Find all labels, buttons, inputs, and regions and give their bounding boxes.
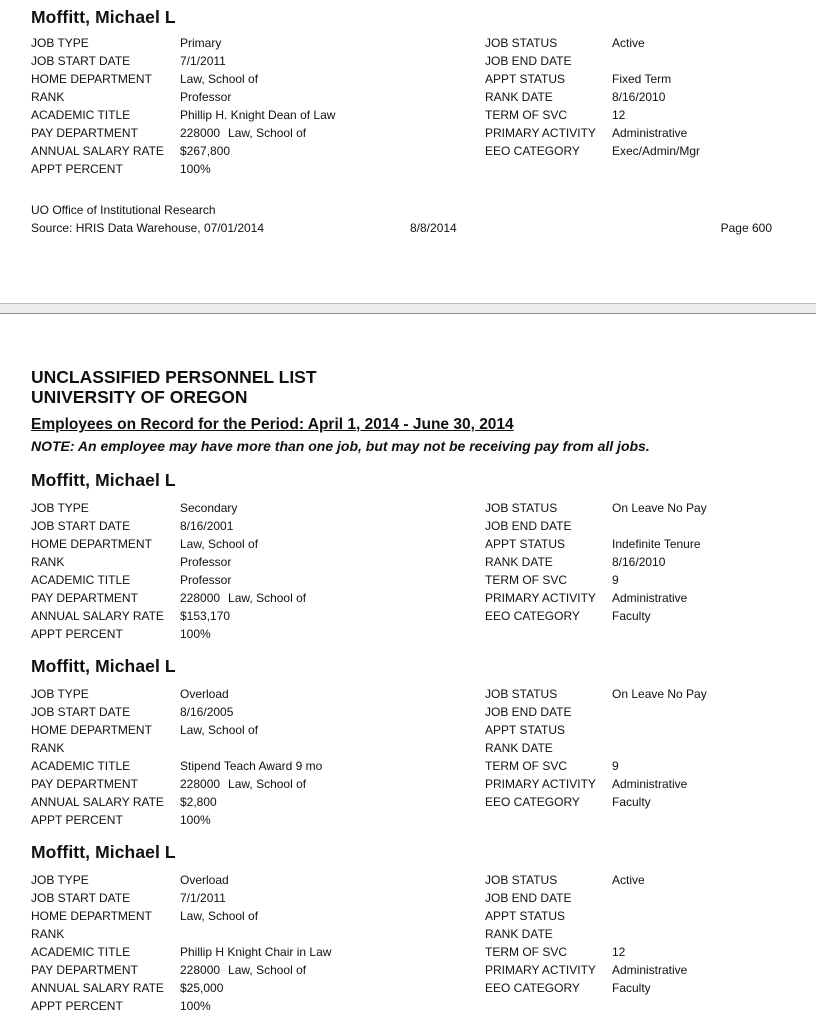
appt-status-label: APPT STATUS [485, 723, 566, 737]
academic-title-label: ACADEMIC TITLE [31, 759, 131, 773]
rank-label: RANK [31, 927, 65, 941]
record-row [0, 625, 816, 643]
eeo-category-label: EEO CATEGORY [485, 609, 580, 623]
employee-name: Moffitt, Michael L [31, 656, 176, 676]
appt-status-label: APPT STATUS [485, 909, 566, 923]
home-department-label: HOME DEPARTMENT [31, 72, 152, 86]
record-row [0, 961, 816, 979]
record-row [0, 535, 816, 553]
rank-date-label: RANK DATE [485, 90, 553, 104]
term-of-svc-label: TERM OF SVC [485, 945, 568, 959]
job-start-date-value: 7/1/2011 [180, 891, 226, 905]
record-row [0, 553, 816, 571]
employee-name: Moffitt, Michael L [31, 7, 176, 27]
report-period: Employees on Record for the Period: April 1, 2014 - June 30, 2014 [31, 416, 514, 433]
eeo-category-label: EEO CATEGORY [485, 144, 580, 158]
primary-activity-value: Administrative [612, 777, 688, 791]
job-status-label: JOB STATUS [485, 36, 558, 50]
primary-activity-value: Administrative [612, 963, 688, 977]
annual-salary-rate-value: $2,800 [180, 795, 217, 809]
record-row [0, 871, 816, 889]
annual-salary-rate-label: ANNUAL SALARY RATE [31, 981, 164, 995]
job-type-value: Primary [180, 36, 222, 50]
pay-department-value [180, 775, 306, 793]
appt-percent-value: 100% [180, 162, 211, 176]
job-status-label: JOB STATUS [485, 501, 558, 515]
pay-department-label: PAY DEPARTMENT [31, 777, 138, 791]
record-row [0, 811, 816, 829]
pay-department-name: Law, School of [228, 126, 307, 140]
job-start-date-label: JOB START DATE [31, 705, 131, 719]
eeo-category-value: Faculty [612, 609, 651, 623]
annual-salary-rate-value: $267,800 [180, 144, 231, 158]
job-end-date-label: JOB END DATE [485, 519, 572, 533]
page-separator [0, 303, 816, 314]
record-row [0, 889, 816, 907]
job-type-label: JOB TYPE [31, 873, 89, 887]
rank-value: Professor [180, 90, 232, 104]
rank-date-label: RANK DATE [485, 555, 553, 569]
job-end-date-label: JOB END DATE [485, 891, 572, 905]
record-row [0, 142, 816, 160]
record-row [0, 997, 816, 1015]
appt-percent-value: 100% [180, 999, 211, 1013]
record-row [0, 793, 816, 811]
academic-title-value: Phillip H. Knight Dean of Law [180, 108, 336, 122]
report-title: UNCLASSIFIED PERSONNEL LIST [31, 367, 317, 387]
rank-date-value: 8/16/2010 [612, 90, 666, 104]
employee-name: Moffitt, Michael L [31, 470, 176, 490]
pay-department-name: Law, School of [228, 591, 307, 605]
job-type-label: JOB TYPE [31, 36, 89, 50]
primary-activity-label: PRIMARY ACTIVITY [485, 126, 596, 140]
appt-status-label: APPT STATUS [485, 537, 566, 551]
primary-activity-value: Administrative [612, 591, 688, 605]
record-row [0, 685, 816, 703]
footer-date: 8/8/2014 [410, 221, 457, 235]
job-type-label: JOB TYPE [31, 687, 89, 701]
appt-percent-label: APPT PERCENT [31, 999, 123, 1013]
pay-department-value [180, 589, 306, 607]
job-start-date-value: 8/16/2005 [180, 705, 234, 719]
document-page-bottom [0, 314, 816, 1024]
job-status-value: Active [612, 873, 645, 887]
record-row [0, 88, 816, 106]
record-row [0, 34, 816, 52]
job-type-value: Overload [180, 687, 229, 701]
pay-department-code: 228000 [180, 963, 221, 977]
record-row [0, 124, 816, 142]
annual-salary-rate-value: $25,000 [180, 981, 224, 995]
rank-label: RANK [31, 90, 65, 104]
record-row [0, 757, 816, 775]
job-status-value: Active [612, 36, 645, 50]
pay-department-name: Law, School of [228, 777, 307, 791]
annual-salary-rate-label: ANNUAL SALARY RATE [31, 144, 164, 158]
term-of-svc-value: 12 [612, 945, 626, 959]
footer-source: Source: HRIS Data Warehouse, 07/01/2014 [31, 221, 265, 235]
job-status-label: JOB STATUS [485, 873, 558, 887]
job-status-value: On Leave No Pay [612, 687, 707, 701]
record-row [0, 607, 816, 625]
record-row [0, 517, 816, 535]
appt-percent-value: 100% [180, 813, 211, 827]
record-row [0, 943, 816, 961]
rank-label: RANK [31, 555, 65, 569]
rank-label: RANK [31, 741, 65, 755]
job-status-label: JOB STATUS [485, 687, 558, 701]
job-type-value: Overload [180, 873, 229, 887]
job-end-date-label: JOB END DATE [485, 705, 572, 719]
record-row [0, 499, 816, 517]
primary-activity-value: Administrative [612, 126, 688, 140]
pay-department-code: 228000 [180, 591, 221, 605]
annual-salary-rate-label: ANNUAL SALARY RATE [31, 609, 164, 623]
academic-title-label: ACADEMIC TITLE [31, 945, 131, 959]
job-status-value: On Leave No Pay [612, 501, 707, 515]
job-end-date-label: JOB END DATE [485, 54, 572, 68]
job-start-date-label: JOB START DATE [31, 54, 131, 68]
footer-office: UO Office of Institutional Research [31, 203, 216, 217]
eeo-category-label: EEO CATEGORY [485, 795, 580, 809]
record-row [0, 739, 816, 757]
rank-date-label: RANK DATE [485, 927, 553, 941]
pay-department-code: 228000 [180, 777, 221, 791]
eeo-category-value: Exec/Admin/Mgr [612, 144, 701, 158]
record-row [0, 160, 816, 178]
home-department-label: HOME DEPARTMENT [31, 537, 152, 551]
appt-percent-label: APPT PERCENT [31, 162, 123, 176]
appt-percent-label: APPT PERCENT [31, 813, 123, 827]
annual-salary-rate-value: $153,170 [180, 609, 231, 623]
academic-title-value: Professor [180, 573, 232, 587]
annual-salary-rate-label: ANNUAL SALARY RATE [31, 795, 164, 809]
appt-status-value: Fixed Term [612, 72, 672, 86]
eeo-category-value: Faculty [612, 795, 651, 809]
record-row [0, 589, 816, 607]
pay-department-value [180, 124, 306, 142]
pay-department-code: 228000 [180, 126, 221, 140]
pay-department-label: PAY DEPARTMENT [31, 591, 138, 605]
rank-date-label: RANK DATE [485, 741, 553, 755]
record-row [0, 703, 816, 721]
appt-status-value: Indefinite Tenure [612, 537, 701, 551]
term-of-svc-label: TERM OF SVC [485, 108, 568, 122]
home-department-label: HOME DEPARTMENT [31, 909, 152, 923]
pay-department-value [180, 961, 306, 979]
rank-date-value: 8/16/2010 [612, 555, 666, 569]
record-row [0, 979, 816, 997]
record-row [0, 775, 816, 793]
academic-title-label: ACADEMIC TITLE [31, 108, 131, 122]
report-subtitle: UNIVERSITY OF OREGON [31, 387, 248, 407]
term-of-svc-label: TERM OF SVC [485, 759, 568, 773]
employee-name: Moffitt, Michael L [31, 842, 176, 862]
pay-department-label: PAY DEPARTMENT [31, 963, 138, 977]
record-row [0, 907, 816, 925]
term-of-svc-value: 9 [612, 759, 619, 773]
record-row [0, 721, 816, 739]
record-row [0, 52, 816, 70]
job-start-date-label: JOB START DATE [31, 519, 131, 533]
term-of-svc-value: 9 [612, 573, 619, 587]
job-type-label: JOB TYPE [31, 501, 89, 515]
appt-status-label: APPT STATUS [485, 72, 566, 86]
academic-title-label: ACADEMIC TITLE [31, 573, 131, 587]
home-department-label: HOME DEPARTMENT [31, 723, 152, 737]
home-department-value: Law, School of [180, 723, 259, 737]
primary-activity-label: PRIMARY ACTIVITY [485, 777, 596, 791]
primary-activity-label: PRIMARY ACTIVITY [485, 591, 596, 605]
home-department-value: Law, School of [180, 909, 259, 923]
job-start-date-label: JOB START DATE [31, 891, 131, 905]
appt-percent-label: APPT PERCENT [31, 627, 123, 641]
home-department-value: Law, School of [180, 537, 259, 551]
term-of-svc-value: 12 [612, 108, 626, 122]
academic-title-value: Stipend Teach Award 9 mo [180, 759, 323, 773]
record-row [0, 70, 816, 88]
footer-page-number: Page 600 [720, 221, 772, 235]
appt-percent-value: 100% [180, 627, 211, 641]
record-row [0, 571, 816, 589]
document-page-top [0, 0, 816, 303]
eeo-category-label: EEO CATEGORY [485, 981, 580, 995]
academic-title-value: Phillip H Knight Chair in Law [180, 945, 332, 959]
report-note: NOTE: An employee may have more than one job, but may not be receiving pay from all jobs. [31, 438, 650, 454]
record-row [0, 106, 816, 124]
pay-department-name: Law, School of [228, 963, 307, 977]
job-type-value: Secondary [180, 501, 238, 515]
home-department-value: Law, School of [180, 72, 259, 86]
job-start-date-value: 7/1/2011 [180, 54, 226, 68]
primary-activity-label: PRIMARY ACTIVITY [485, 963, 596, 977]
pay-department-label: PAY DEPARTMENT [31, 126, 138, 140]
term-of-svc-label: TERM OF SVC [485, 573, 568, 587]
eeo-category-value: Faculty [612, 981, 651, 995]
rank-value: Professor [180, 555, 232, 569]
job-start-date-value: 8/16/2001 [180, 519, 234, 533]
record-row [0, 925, 816, 943]
